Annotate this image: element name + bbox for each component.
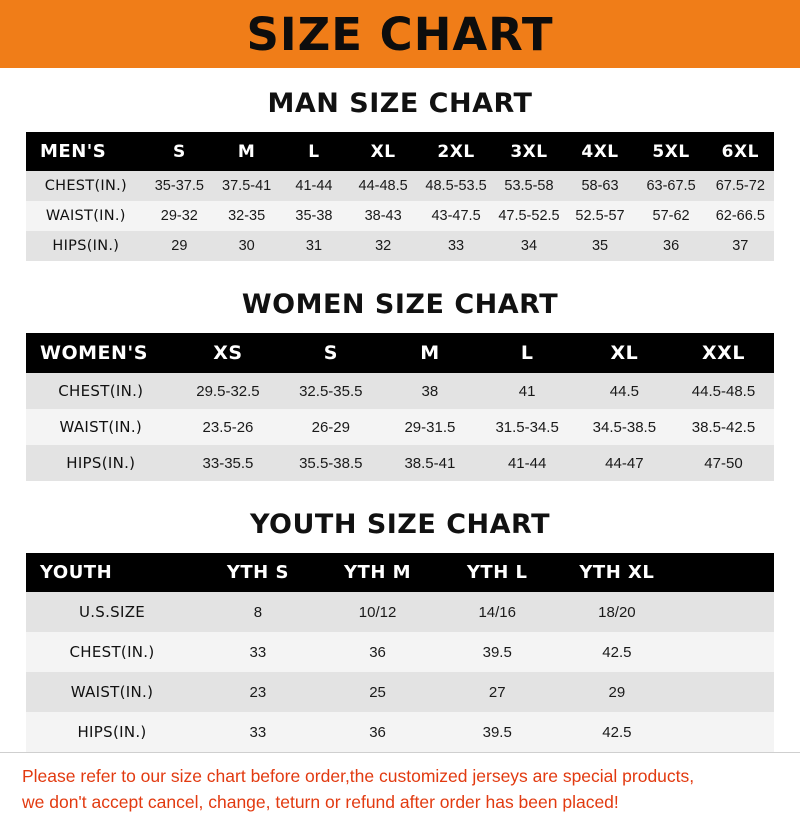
- row-label: HIPS(IN.): [52, 238, 120, 254]
- cell: 29: [608, 683, 626, 701]
- row-label: WAIST(IN.): [45, 208, 126, 224]
- cell: 37: [732, 238, 749, 254]
- cell: 57-62: [652, 208, 690, 224]
- col-header: M: [420, 342, 440, 364]
- cell: 27: [488, 683, 506, 701]
- cell: 42.5: [602, 723, 632, 741]
- cell: 31.5-34.5: [495, 418, 559, 436]
- youth-section-title: YOUTH SIZE CHART: [249, 509, 551, 540]
- table-row: [26, 409, 774, 445]
- cell: 31: [305, 238, 323, 254]
- cell: 33-35.5: [202, 454, 254, 472]
- col-header: S: [172, 141, 186, 162]
- cell: 37.5-41: [222, 178, 272, 194]
- cell: 47.5-52.5: [498, 208, 560, 224]
- row-label: CHEST(IN.): [69, 643, 155, 661]
- table-row: [26, 445, 774, 481]
- cell: 44.5-48.5: [691, 382, 756, 400]
- cell: 38.5-41: [404, 454, 456, 472]
- cell: 33: [249, 643, 267, 661]
- cell: 36: [369, 643, 386, 661]
- cell: 10/12: [358, 603, 397, 621]
- page-header: [0, 0, 800, 68]
- cell: 44-48.5: [358, 178, 408, 194]
- row-label: CHEST(IN.): [58, 382, 144, 400]
- cell: 8: [253, 603, 263, 621]
- cell-spacer: [677, 632, 774, 672]
- note-line-2: we don't accept cancel, change, teturn or refund after order has been placed!: [22, 792, 619, 813]
- cell: 25: [369, 683, 386, 701]
- table-row: [26, 201, 774, 231]
- cell: 33: [447, 238, 465, 254]
- cell: 35-38: [295, 208, 333, 224]
- cell: 44.5: [609, 382, 639, 400]
- table-row: [26, 373, 774, 409]
- col-header: YOUTH: [40, 562, 113, 583]
- cell: 53.5-58: [504, 178, 554, 194]
- cell: 52.5-57: [575, 208, 625, 224]
- row-label: WAIST(IN.): [59, 418, 143, 436]
- col-header: 4XL: [581, 141, 619, 162]
- youth-size-table: [26, 553, 774, 752]
- cell: 42.5: [602, 643, 632, 661]
- col-header-spacer: [677, 553, 774, 592]
- cell: 18/20: [598, 603, 636, 621]
- page-title: SIZE CHART: [246, 7, 554, 61]
- col-header: M: [237, 141, 256, 162]
- col-header: L: [308, 141, 320, 162]
- cell: 34.5-38.5: [592, 418, 657, 436]
- cell: 36: [663, 238, 680, 254]
- col-header: S: [323, 342, 338, 364]
- cell: 38-43: [364, 208, 402, 224]
- cell: 33: [249, 723, 267, 741]
- cell: 41-44: [507, 454, 547, 472]
- col-header: 2XL: [437, 141, 475, 162]
- table-row: [26, 592, 774, 632]
- cell: 39.5: [482, 723, 512, 741]
- col-header: YTH M: [344, 562, 412, 583]
- cell: 38.5-42.5: [691, 418, 756, 436]
- row-label: CHEST(IN.): [44, 178, 127, 194]
- col-header: WOMEN'S: [40, 342, 148, 364]
- col-header: L: [520, 342, 534, 364]
- table-row: [26, 231, 774, 261]
- women-section-title: WOMEN SIZE CHART: [241, 289, 559, 320]
- cell: 67.5-72: [715, 178, 765, 194]
- cell: 63-67.5: [646, 178, 696, 194]
- cell: 29: [171, 238, 188, 254]
- cell: 58-63: [581, 178, 619, 194]
- table-header-row: [26, 333, 774, 373]
- table-header-row: [26, 132, 774, 171]
- cell-spacer: [677, 712, 774, 752]
- cell: 38: [421, 382, 439, 400]
- cell: 41-44: [295, 178, 333, 194]
- cell: 14/16: [478, 603, 516, 621]
- cell: 39.5: [482, 643, 512, 661]
- page-content: [0, 68, 800, 752]
- cell: 29-31.5: [404, 418, 456, 436]
- women-size-table: [26, 333, 774, 481]
- cell: 23: [249, 683, 267, 701]
- col-header: YTH L: [466, 562, 528, 583]
- col-header: XL: [370, 141, 396, 162]
- cell-spacer: [677, 672, 774, 712]
- cell: 35.5-38.5: [299, 454, 363, 472]
- col-header: YTH S: [226, 562, 289, 583]
- cell: 43-47.5: [431, 208, 481, 224]
- cell: 26-29: [311, 418, 350, 436]
- cell: 48.5-53.5: [425, 178, 487, 194]
- cell: 44-47: [605, 454, 644, 472]
- cell: 23.5-26: [202, 418, 254, 436]
- col-header: YTH XL: [579, 562, 655, 583]
- row-label: WAIST(IN.): [70, 683, 154, 701]
- cell: 47-50: [704, 454, 743, 472]
- cell: 30: [238, 238, 255, 254]
- table-row: [26, 712, 774, 752]
- cell: 34: [520, 238, 538, 254]
- table-row: [26, 171, 774, 201]
- col-header: XL: [610, 342, 639, 364]
- cell: 35: [591, 238, 609, 254]
- cell: 32: [375, 238, 392, 254]
- col-header: 5XL: [652, 141, 690, 162]
- man-size-table: [26, 132, 774, 261]
- col-header: XS: [213, 342, 243, 364]
- note-line-1: Please refer to our size chart before order,the customized jerseys are special products,: [22, 766, 695, 786]
- col-header: 3XL: [510, 141, 548, 162]
- table-row: [26, 632, 774, 672]
- cell: 29.5-32.5: [196, 382, 260, 400]
- cell: 32-35: [228, 208, 266, 224]
- cell: 62-66.5: [715, 208, 765, 224]
- col-header: XXL: [702, 342, 745, 364]
- table-row: [26, 672, 774, 712]
- cell: 29-32: [160, 208, 198, 224]
- row-label: U.S.SIZE: [78, 603, 146, 621]
- col-header: 6XL: [721, 141, 759, 162]
- table-header-row: [26, 553, 774, 592]
- man-section-title: MAN SIZE CHART: [267, 88, 533, 119]
- cell: 41: [518, 382, 536, 400]
- cell: 35-37.5: [154, 178, 204, 194]
- row-label: HIPS(IN.): [77, 723, 147, 741]
- cell: 32.5-35.5: [299, 382, 363, 400]
- cell-spacer: [677, 592, 774, 632]
- cell: 36: [369, 723, 386, 741]
- order-policy-note: [0, 752, 800, 830]
- row-label: HIPS(IN.): [66, 454, 136, 472]
- col-header: MEN'S: [40, 141, 107, 162]
